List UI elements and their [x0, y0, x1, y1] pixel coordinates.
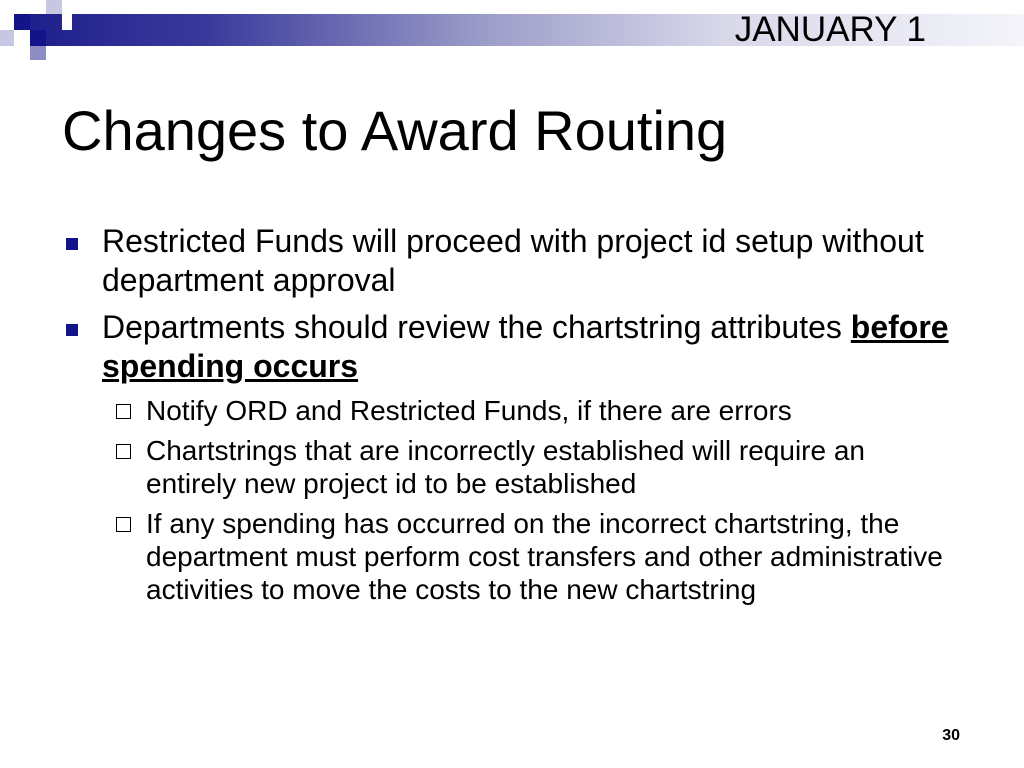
sub-bullet-text: Notify ORD and Restricted Funds, if there are errors	[146, 395, 792, 426]
sub-bullet-item	[62, 507, 962, 606]
sub-bullet-item	[62, 394, 962, 427]
header-square-decoration	[30, 46, 46, 60]
hollow-square-icon	[116, 444, 131, 459]
bullet-item	[62, 308, 962, 386]
slide-title: Changes to Award Routing	[62, 99, 728, 162]
slide-number: 30	[942, 727, 960, 744]
header-date: JANUARY 1	[734, 10, 926, 49]
header-square-decoration	[14, 14, 30, 30]
bullet-item	[62, 222, 962, 300]
filled-square-icon	[66, 238, 78, 250]
hollow-square-icon	[116, 517, 131, 532]
sub-bullet-item	[62, 434, 962, 500]
header-square-decoration	[46, 0, 62, 14]
bullet-text: Departments should review the chartstring attributes	[102, 309, 851, 345]
header-square-decoration	[62, 14, 72, 30]
sub-bullet-text: Chartstrings that are incorrectly established will require an entirely new project id to be established	[146, 435, 865, 499]
filled-square-icon	[66, 324, 78, 336]
header-square-decoration	[0, 30, 14, 46]
sub-bullet-text: If any spending has occurred on the incorrect chartstring, the department must perform cost transfers and other administrative activities to move the costs to the new chartstring	[146, 508, 943, 605]
bullet-text: Restricted Funds will proceed with project id setup without department approval	[102, 223, 924, 298]
bullet-emphasis: before spending occurs	[102, 309, 949, 384]
slide-content	[62, 222, 962, 613]
hollow-square-icon	[116, 404, 131, 419]
header-square-decoration	[30, 30, 46, 46]
